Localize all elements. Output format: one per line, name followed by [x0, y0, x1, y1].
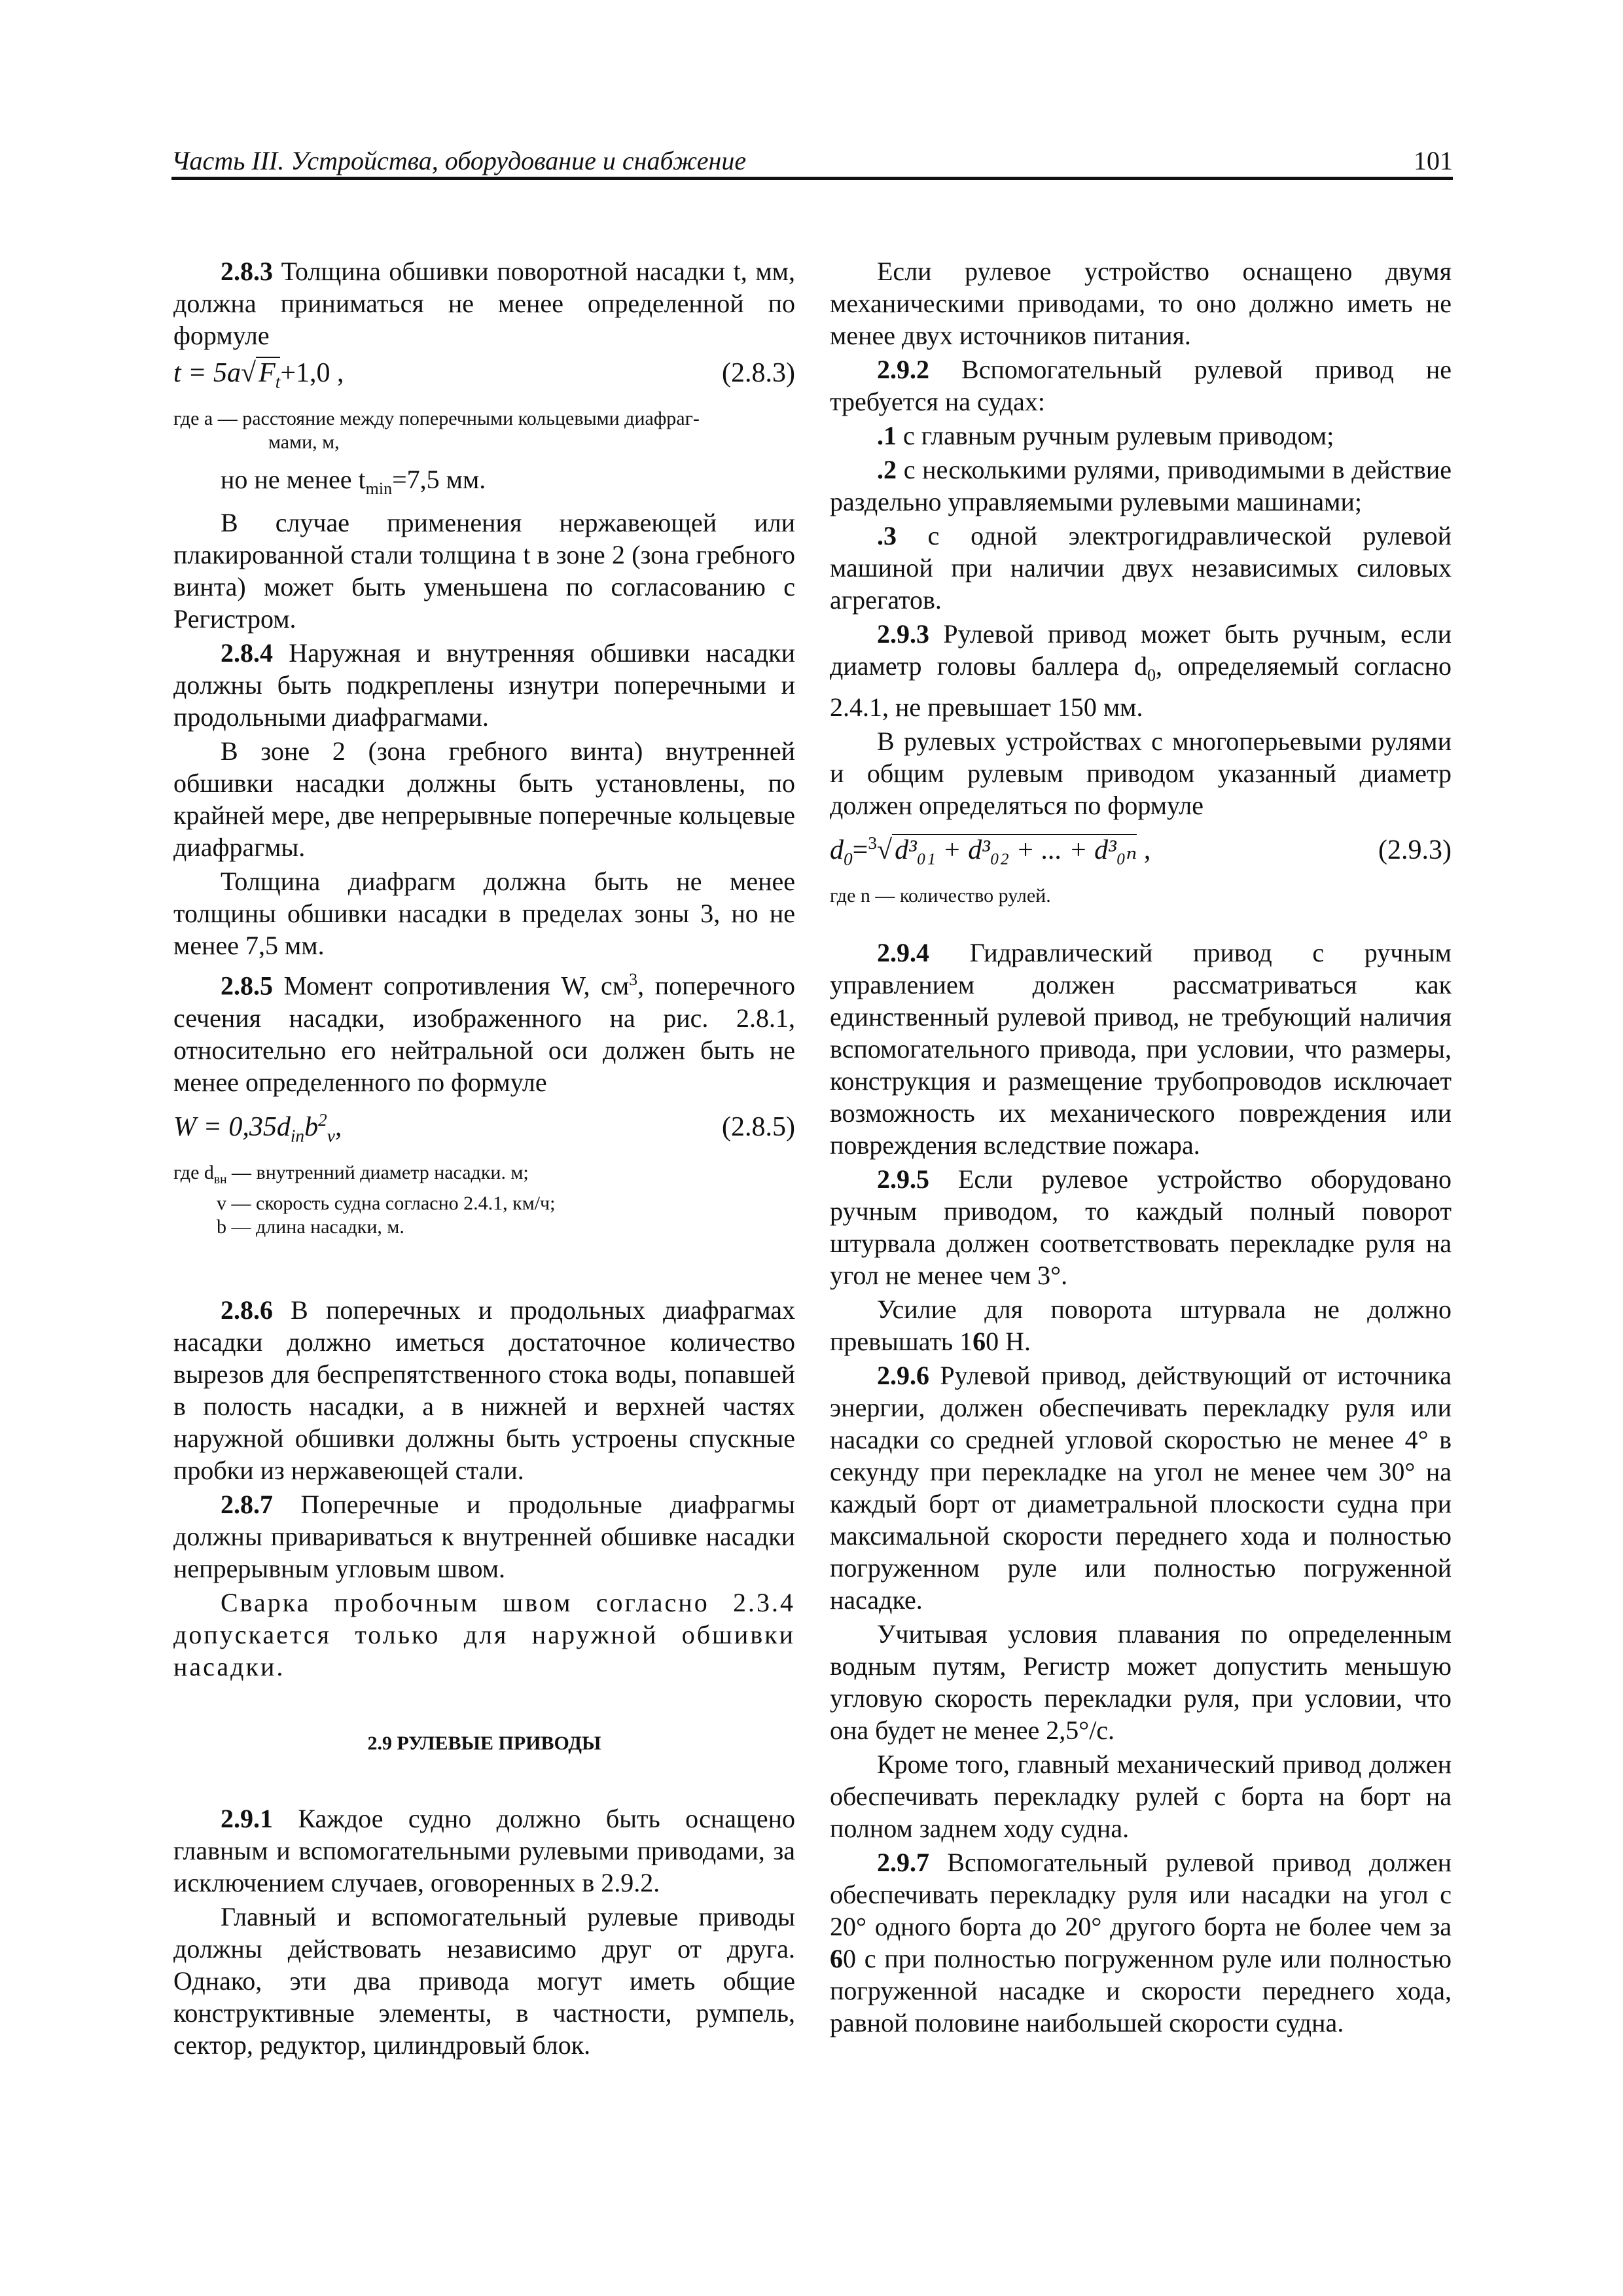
clause-number: 2.8.5 [221, 971, 273, 1001]
paragraph-2-8-4: 2.8.4 Наружная и внутренняя обшивки насадки должны быть подкреплены изнутри поперечными и продольными диафрагмами. [173, 638, 795, 732]
formula-number: (2.8.5) [722, 1111, 795, 1142]
formula-expression: $t = 5a√F_t+1,0$ , [173, 358, 344, 392]
running-title: Часть III. Устройства, оборудование и снабжение [171, 146, 747, 175]
paragraph-2-8-6: 2.8.6 В поперечных и продольных диафрагмах насадки должно иметься достаточное количество вырезов для беспрепятственного стока воды, попавшей в полость насадки, а в нижней и верхней частях наружной обшивки должны быть устроены спускные пробки из нержавеющей стали. [173, 1295, 795, 1486]
list-item: .2 с несколькими рулями, приводимыми в действие раздельно управляемыми рулевыми машинами; [830, 455, 1452, 516]
clause-number: 2.8.4 [221, 638, 273, 668]
formula-2-8-5 [173, 1101, 795, 1155]
formula-number: (2.9.3) [1378, 835, 1452, 865]
paragraph-2-8-7: 2.8.7 Поперечные и продольные диафрагмы должны привариваться к внутренней обшивке насадки непрерывным угловым швом. [173, 1490, 795, 1584]
paragraph: Усилие для поворота штурвала не должно превышать 160 Н. [830, 1295, 1452, 1357]
formula-2-9-3 [830, 824, 1452, 878]
paragraph-2-8-5: 2.8.5 Момент сопротивления W, $см^3$, поперечного сечения насадки, изображенного на рис. 2.8.1, относительно его нейтральной оси должен быть не менее определенного по формуле [173, 970, 796, 1097]
page-number: 101 [1414, 146, 1453, 175]
formula-2-8-3 [173, 354, 795, 401]
paragraph-2-9-7: 2.9.7 Вспомогательный рулевой привод должен обеспечивать перекладку руля или насадки на угол с 20° одного борта до 20° другого борта не более чем за 60 с при полностью погруженном руле или полностью погруженной насадке и скорости переднего хода, равной половине наибольшей скорости судна. [830, 1848, 1452, 2038]
clause-number: 2.9.4 [877, 938, 929, 968]
clause-number: 2.9.7 [877, 1848, 929, 1878]
paragraph: Толщина диафрагм должна быть не менее толщины обшивки насадки в пределах зоны 3, но не менее 7,5 мм. [173, 867, 795, 961]
left-column [173, 255, 795, 2063]
clause-number: 2.9.5 [877, 1164, 929, 1194]
paragraph-2-9-3: 2.9.3 Рулевой привод может быть ручным, если диаметр головы баллера $d_0$, определяемый согласно 2.4.1, не превышает 150 мм. [830, 619, 1452, 722]
paragraph: но не менее $t_{min}=7,5$ мм. [221, 465, 486, 499]
formula-note: где $d_{вн}$ — внутренний диаметр насадки. м; v — скорость судна согласно 2.4.1, км/ч; b — длина насадки, м. [173, 1162, 556, 1238]
formula-note: где n — количество рулей. [830, 885, 1051, 907]
paragraph-2-9-5: 2.9.5 Если рулевое устройство оборудовано ручным приводом, то каждый полный поворот штурвала должен соответствовать перекладке руля на угол не менее чем 3°. [830, 1164, 1452, 1291]
paragraph: Учитывая условия плавания по определенным водным путям, Регистр может допустить меньшую угловую скорость перекладки руля, при условии, что она будет не менее 2,5°/с. [830, 1619, 1452, 1746]
paragraph-2-9-1: 2.9.1 Каждое судно должно быть оснащено главным и вспомогательными рулевыми приводами, за исключением случаев, оговоренных в 2.9.2. [173, 1804, 795, 1898]
right-column [830, 255, 1452, 2041]
list-item: .1 с главным ручным рулевым приводом; [877, 421, 1334, 450]
list-item: .3 с одной электрогидравлической рулевой машиной при наличии двух независимых силовых агрегатов. [830, 521, 1452, 615]
paragraph-2-9-4: 2.9.4 Гидравлический привод с ручным управлением должен рассматриваться как единственный рулевой привод, не требующий наличия вспомогательного привода, при условии, что размеры, конструкция и размещение трубопроводов исключает возможность их механического повреждения или повреждения вследствие пожара. [830, 938, 1452, 1160]
paragraph-2-9-6: 2.9.6 Рулевой привод, действующий от источника энергии, должен обеспечивать перекладку руля или насадки со средней угловой скоростью не менее 4° в секунду при перекладке на угол не менее чем 30° на каждый борт от диаметральной плоскости судна при максимальной скорости переднего хода и полностью погруженном руле или полностью погруженной насадке. [830, 1361, 1452, 1615]
paragraph: В зоне 2 (зона гребного винта) внутренней обшивки насадки должны быть установлены, по крайней мере, две непрерывные поперечные кольцевые диафрагмы. [173, 736, 795, 863]
formula-expression: $d_0=^3√d^3_{01} + d^3_{02}$ + ... + d³₀ₙ , [830, 833, 1151, 869]
clause-number: 2.9.1 [221, 1804, 273, 1834]
section-heading: 2.9 РУЛЕВЫЕ ПРИВОДЫ [367, 1732, 601, 1755]
page-header [171, 145, 1453, 180]
clause-number: 2.8.7 [221, 1490, 273, 1520]
paragraph: Главный и вспомогательный рулевые приводы должны действовать независимо друг от друга. Однако, эти два привода могут иметь общие конструктивные элементы, в частности, румпель, сектор, редуктор, цилиндровый блок. [173, 1902, 795, 2060]
clause-number: 2.9.2 [877, 355, 929, 384]
clause-number: 2.9.3 [877, 619, 929, 649]
clause-number: 2.9.6 [877, 1361, 929, 1391]
clause-number: 2.8.6 [221, 1295, 273, 1325]
paragraph: Если рулевое устройство оснащено двумя механическими приводами, то оно должно иметь не менее двух источников питания. [830, 257, 1452, 350]
formula-number: (2.8.3) [722, 358, 795, 388]
paragraph-2-8-3: 2.8.3 Толщина обшивки поворотной насадки t, мм, должна приниматься не менее определенной по формуле [173, 257, 795, 350]
paragraph-2-9-2: 2.9.2 Вспомогательный рулевой привод не требуется на судах: [830, 355, 1452, 416]
paragraph: В случае применения нержавеющей или плакированной стали толщина t в зоне 2 (зона гребного винта) может быть уменьшена по согласованию с Регистром. [173, 508, 795, 634]
paragraph: Сварка пробочным швом согласно 2.3.4 допускается только для наружной обшивки насадки. [173, 1588, 795, 1682]
paragraph: Кроме того, главный механический привод должен обеспечивать перекладку рулей с борта на борт на полном заднем ходу судна. [830, 1749, 1452, 1844]
paragraph: В рулевых устройствах с многоперьевыми рулями и общим рулевым приводом указанный диаметр должен определяться по формуле [830, 726, 1452, 820]
formula-expression: $W = 0,35d_{in}b^2_v$, [173, 1109, 342, 1146]
clause-number: 2.8.3 [221, 257, 273, 286]
formula-note: где a — расстояние между поперечными кольцевыми диафраг- мами, м, [173, 408, 700, 454]
